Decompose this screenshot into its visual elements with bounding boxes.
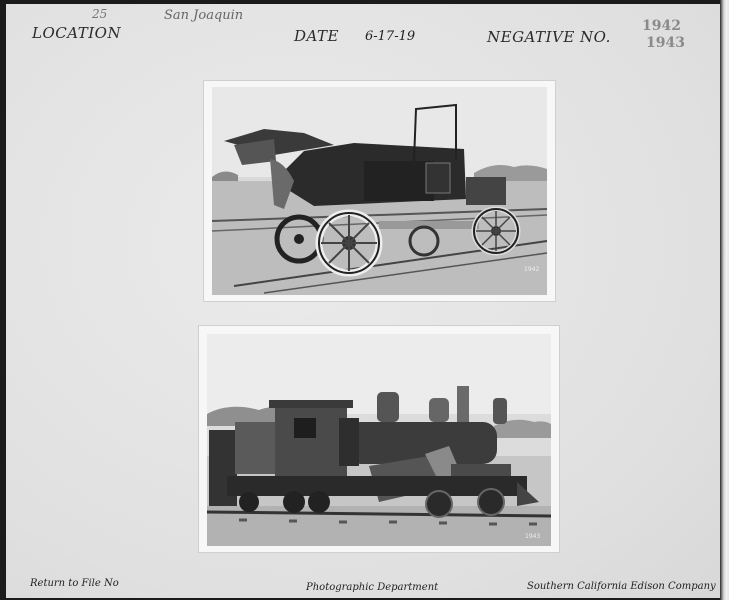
- footer-department: Photographic Department: [306, 582, 439, 593]
- date-value: 6-17-19: [365, 29, 416, 44]
- negative-number-2: 1943: [646, 35, 685, 51]
- location-label: LOCATION: [32, 24, 122, 42]
- negative-number-1: 1942: [642, 18, 681, 34]
- automobile-on-rails-photo: [204, 81, 555, 301]
- footer-company: Southern California Edison Company: [527, 581, 716, 592]
- photo-mount-card: [6, 4, 720, 598]
- location-note: San Joaquin: [164, 8, 244, 23]
- photo-automobile: [204, 81, 555, 301]
- footer-return-to-file: Return to File No: [30, 578, 119, 589]
- photo-locomotive: [199, 326, 559, 552]
- date-label: DATE: [294, 27, 339, 45]
- negative-label: NEGATIVE NO.: [487, 28, 611, 46]
- photo2-corner-number: 1943: [525, 533, 541, 540]
- scan-edge-strip: [720, 0, 729, 600]
- steam-locomotive-photo: [199, 326, 559, 552]
- photo1-corner-number: 1942: [524, 266, 540, 273]
- corner-note: 25: [92, 7, 108, 21]
